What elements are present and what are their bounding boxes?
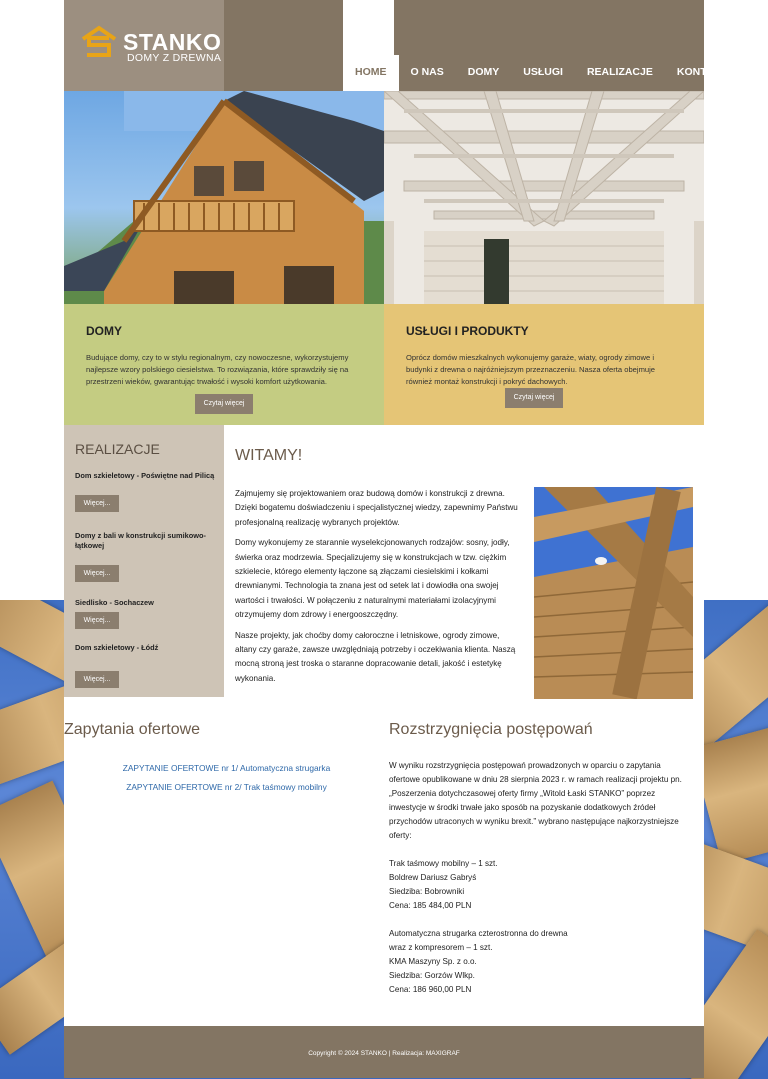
offer-line: Cena: 185 484,00 PLN bbox=[389, 901, 472, 910]
hero-images bbox=[64, 91, 704, 304]
zapytanie-link-2[interactable]: ZAPYTANIE OFERTOWE nr 2/ Trak taśmowy mobilny bbox=[126, 782, 327, 792]
nav-o-nas[interactable]: O NAS bbox=[410, 66, 444, 78]
nav-uslugi[interactable]: USŁUGI bbox=[523, 66, 563, 78]
offer-line: Boldrew Dariusz Gabryś bbox=[389, 873, 477, 882]
realizacje-item bbox=[75, 598, 215, 629]
offer-line: Automatyczna strugarka czterostronna do drewna bbox=[389, 929, 568, 938]
hero-house-photo bbox=[64, 91, 384, 304]
realizacje-item-title[interactable]: Dom szkieletowy - Poświętne nad Pilicą bbox=[75, 471, 215, 480]
witamy-paragraph: Domy wykonujemy ze starannie wyselekcjonowanych rodzajów: sosny, jodły, świerka oraz modrzewia. Specjalizujemy się w konstrukcjach w tzw. ciężkim szkielecie, którego elementy łączone są złączami ciesielskimi i kołkami drewnianymi. Technologia ta znana jest od setek lat i dowiodła ona swojej wartości i trwałości. W połączeniu z naturalnymi materiałami izolacyjnymi otrzymujemy dom zdrowy i energooszczędny. bbox=[235, 538, 510, 620]
realizacje-item-title[interactable]: Dom szkieletowy - Łódź bbox=[75, 643, 159, 652]
house-s-icon bbox=[81, 25, 117, 61]
realizacje-item-title[interactable]: Siedlisko - Sochaczew bbox=[75, 598, 154, 607]
uslugi-read-more-button[interactable]: Czytaj więcej bbox=[505, 388, 563, 408]
nav-realizacje[interactable]: REALIZACJE bbox=[586, 66, 653, 78]
main-nav bbox=[343, 55, 739, 91]
zapytania-title: Zapytania ofertowe bbox=[64, 721, 201, 738]
witamy-title: WITAMY! bbox=[235, 447, 303, 464]
middle-section bbox=[64, 425, 704, 697]
nav-home[interactable]: HOME bbox=[343, 55, 399, 91]
realizacje-more-button[interactable]: Więcej... bbox=[75, 565, 119, 582]
site-footer bbox=[64, 1026, 704, 1078]
box-domy bbox=[64, 304, 384, 425]
nav-kontakt[interactable]: KONTAKT bbox=[676, 66, 728, 78]
realizacje-item bbox=[75, 471, 215, 512]
box-uslugi-title: USŁUGI I PRODUKTY bbox=[406, 324, 529, 338]
offer-line: Trak taśmowy mobilny – 1 szt. bbox=[389, 859, 498, 868]
witamy-section bbox=[224, 425, 704, 697]
hero-roof-frame-photo bbox=[384, 91, 704, 304]
offer-line: KMA Maszyny Sp. z o.o. bbox=[389, 957, 477, 966]
realizacje-more-button[interactable]: Więcej... bbox=[75, 612, 119, 629]
zapytania-section bbox=[64, 697, 389, 1026]
box-domy-text: Budujące domy, czy to w stylu regionalnym, czy nowoczesne, wykorzystujemy najlepsze wzory polskiego ciesielstwa. To rozwiązania, które sprawdziły się na przestrzeni wieków, gwarantując trwałość i wysoki komfort użytkowania. bbox=[86, 353, 349, 386]
realizacje-item bbox=[75, 643, 215, 688]
witamy-text bbox=[235, 487, 520, 686]
offer-line: Cena: 186 960,00 PLN bbox=[389, 985, 472, 994]
domy-read-more-button[interactable]: Czytaj więcej bbox=[195, 394, 253, 414]
offer-line: Siedziba: Bobrowniki bbox=[389, 887, 465, 896]
site-header bbox=[64, 0, 728, 91]
rozstrzygniecia-intro: W wyniku rozstrzygnięcia postępowań prowadzonych w oparciu o zapytania ofertowe opublikowane w dniu 28 sierpnia 2023 r. w ramach realizacji projektu pn. „Poszerzenia dotychczasowej oferty firmy „Witold Łaski STANKO” poprzez inwestycje w środki trwałe jako sposób na pozyskanie dodatkowych źródeł przychodów utraconych w wyniku brexit.” wybrano następujące najkorzystniejsze oferty: bbox=[389, 761, 682, 840]
box-domy-title: DOMY bbox=[86, 324, 122, 338]
realizacje-item-title[interactable]: Domy z bali w konstrukcji sumikowo-łątkowej bbox=[75, 531, 207, 550]
logo-title: STANKO bbox=[123, 29, 222, 55]
witamy-paragraph: Nasze projekty, jak choćby domy całoroczne i letniskowe, ogrody zimowe, altany czy garaże, zawsze uwzględniają potrzeby i oczekiwania klienta. Naszą mocną stroną jest troska o staranne dopracowanie detali, jakość i estetykę wykonania. bbox=[235, 630, 516, 683]
nav-domy[interactable]: DOMY bbox=[467, 66, 500, 78]
box-uslugi bbox=[384, 304, 704, 425]
rozstrzygniecia-section bbox=[389, 697, 704, 1026]
realizacje-title: REALIZACJE bbox=[75, 441, 160, 457]
witamy-paragraph: Zajmujemy się projektowaniem oraz budową domów i konstrukcji z drewna. Dzięki bogatemu doświadczeniu i specjalistycznej wiedzy, zapewnimy Państwu profesjonalną realizację wybranych projektów. bbox=[235, 489, 518, 527]
timber-frame-photo bbox=[534, 487, 693, 699]
offer-line: wraz z kompresorem – 1 szt. bbox=[389, 943, 493, 952]
info-boxes bbox=[64, 304, 704, 425]
logo-subtitle: DOMY Z DREWNA bbox=[127, 52, 222, 64]
realizacje-more-button[interactable]: Więcej... bbox=[75, 495, 119, 512]
rozstrzygniecia-title: Rozstrzygnięcia postępowań bbox=[389, 721, 593, 738]
box-uslugi-text: Oprócz domów mieszkalnych wykonujemy garaże, wiaty, ogrody zimowe i budynki z drewna o najróżniejszym przeznaczeniu. Nasza oferta obejmuje również montaż konstrukcji i pokryć dachowych. bbox=[406, 353, 656, 386]
offer-line: Siedziba: Gorzów Wlkp. bbox=[389, 971, 475, 980]
copyright-text: Copyright © 2024 STANKO | Realizacja: MAXIGRAF bbox=[308, 1050, 460, 1057]
realizacje-item bbox=[75, 531, 215, 582]
realizacje-more-button[interactable]: Więcej... bbox=[75, 671, 119, 688]
page-container bbox=[64, 0, 728, 1078]
logo[interactable] bbox=[64, 0, 224, 91]
rozstrzygniecia-text bbox=[389, 759, 684, 997]
realizacje-sidebar bbox=[64, 425, 224, 697]
zapytanie-link-1[interactable]: ZAPYTANIE OFERTOWE nr 1/ Automatyczna strugarka bbox=[122, 763, 331, 773]
bottom-section bbox=[64, 697, 704, 1026]
